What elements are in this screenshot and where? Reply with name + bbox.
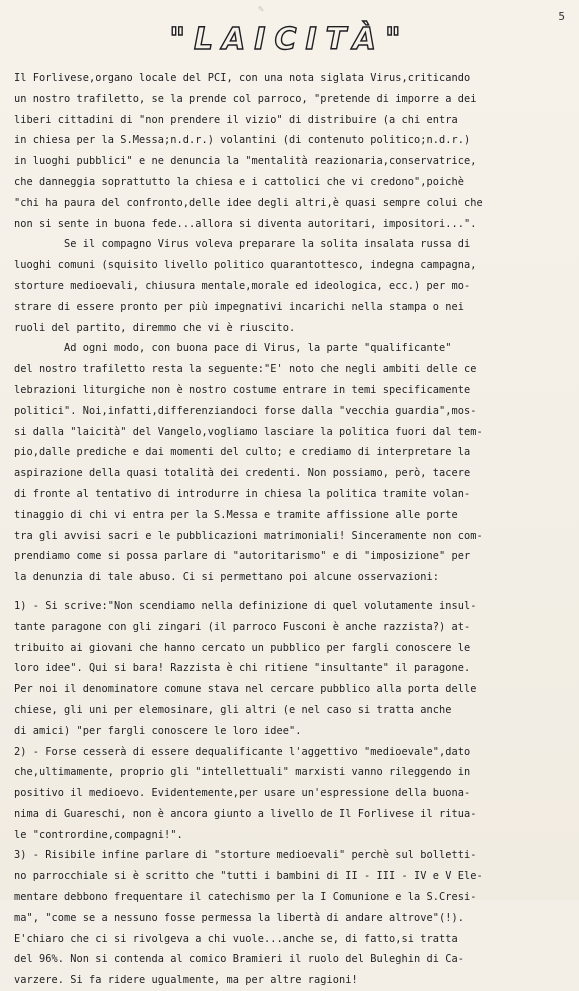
text-line: tribuito ai giovani che hanno cercato un pubblico per fargli conoscere le <box>14 641 471 654</box>
text-line: chiese, gli uni per elemosinare, gli altri (e nel caso si tratta anche <box>14 703 452 716</box>
text-line: le "contrordine,compagni!". <box>14 828 183 841</box>
text-line: strare di essere pronto per più impegnativi incarichi nella stampa o nei <box>14 300 464 313</box>
text-line: tante paragone con gli zingari (il parroco Fusconi è anche razzista?) at- <box>14 620 471 633</box>
text-line: aspirazione della quasi totalità dei credenti. Non possiamo, però, tacere <box>14 467 471 480</box>
text-line: no parrocchiale si è scritto che "tutti i bambini di II - III - IV e V Ele- <box>14 870 483 883</box>
text-line: tra gli avvisi sacri e le pubblicazioni matrimoniali! Sinceramente non com- <box>14 529 483 542</box>
text-line: in luoghi pubblici" e ne denuncia la "mentalità reazionaria,conservatrice, <box>14 155 477 168</box>
text-line: positivo il medioevo. Evidentemente,per usare un'espressione della buona- <box>14 787 471 800</box>
text-line: mentare debbono frequentare il catechismo per la I Comunione e la S.Cresi- <box>14 891 477 904</box>
text-line: politici". Noi,infatti,differenziandoci forse dalla "vecchia guardia",mos- <box>14 404 477 417</box>
text-line: liberi cittadini di "non prendere il vizio" di distribuire (a chi entra <box>14 113 458 126</box>
text-line: la denunzia di tale abuso. Ci si permettano poi alcune osservazioni: <box>14 571 439 584</box>
text-line: 1) - Si scrive:"Non scendiamo nella definizione di quel volutamente insul- <box>14 599 477 612</box>
text-line: loro idee". Qui si bara! Razzista è chi ritiene "insultante" il paragone. <box>14 662 471 675</box>
text-line: luoghi comuni (squisito livello politico quarantottesco, indegna campagna, <box>14 259 477 272</box>
text-line: pio,dalle prediche e dai momenti del culto; e crediamo di interpretare la <box>14 446 471 459</box>
text-line: varzere. Si fa ridere ugualmente, ma per altre ragioni! <box>14 974 358 987</box>
text-line: Se il compagno Virus voleva preparare la solita insalata russa di <box>14 238 471 251</box>
text-line: in chiesa per la S.Messa;n.d.r.) volantini (di contenuto politico;n.d.r.) <box>14 134 471 147</box>
text-line: del nostro trafiletto resta la seguente:"E' noto che negli ambiti delle ce <box>14 363 477 376</box>
text-line: si dalla "laicità" del Vangelo,vogliamo lasciare la politica fuori dal tem- <box>14 425 483 438</box>
page-title <box>0 22 579 57</box>
text-line: Per noi il denominatore comune stava nel cercare pubblico alla porta delle <box>14 683 477 696</box>
text-line: di fronte al tentativo di introdurre in chiesa la politica tramite volan- <box>14 487 471 500</box>
archive-stamp-icon: ✎ <box>258 4 265 15</box>
text-line: 3) - Risibile infine parlare di "storture medioevali" perchè sul bolletti- <box>14 849 477 862</box>
text-line: lebrazioni liturgiche non è nostro costume entrare in temi specificamente <box>14 383 471 396</box>
text-line: che danneggia soprattutto la chiesa e i cattolici che vi credono",poichè <box>14 175 464 188</box>
text-line: Ad ogni modo, con buona pace di Virus, la parte "qualificante" <box>14 342 452 355</box>
text-line: ruoli del partito, diremmo che vi è riuscito. <box>14 321 296 334</box>
text-line: prendiamo come si possa parlare di "autoritarismo" e di "imposizione" per <box>14 550 471 563</box>
text-line <box>14 588 569 596</box>
text-line: Il Forlivese,organo locale del PCI, con una nota siglata Virus,criticando <box>14 72 471 84</box>
page-number: 5 <box>558 10 565 23</box>
text-line: del 96%. Non si contenda al comico Bramieri il ruolo del Buleghin di Ca- <box>14 953 464 966</box>
text-line: nima di Guareschi, non è ancora giunto a livello de Il Forlivese il ritua- <box>14 807 477 820</box>
text-line: ma", "come se a nessuno fosse permessa la libertà di andare altrove"(!). <box>14 911 464 924</box>
title-text: "LAICITÀ" <box>169 22 410 57</box>
text-line: un nostro trafiletto, se la prende col parroco, "pretende di imporre a dei <box>14 92 477 105</box>
text-line: che,ultimamente, proprio gli "intellettuali" marxisti vanno rileggendo in <box>14 766 471 779</box>
text-line: 2) - Forse cesserà di essere dequalificante l'aggettivo "medioevale",dato <box>14 745 471 758</box>
text-line: non si sente in buona fede...allora si diventa autoritari, impositori...". <box>14 217 477 230</box>
text-line: storture medioevali, chiusura mentale,morale ed ideologica, ecc.) per mo- <box>14 279 471 292</box>
text-line: tinaggio di chi vi entra per la S.Messa e tramite affissione alle porte <box>14 508 458 521</box>
text-line: E'chiaro che ci si rivolgeva a chi vuole...anche se, di fatto,si tratta <box>14 932 458 945</box>
text-line: "chi ha paura del confronto,delle idee degli altri,è quasi sempre colui che <box>14 196 483 209</box>
text-line: di amici) "per fargli conoscere le loro idee". <box>14 724 302 737</box>
article-body <box>14 68 569 991</box>
